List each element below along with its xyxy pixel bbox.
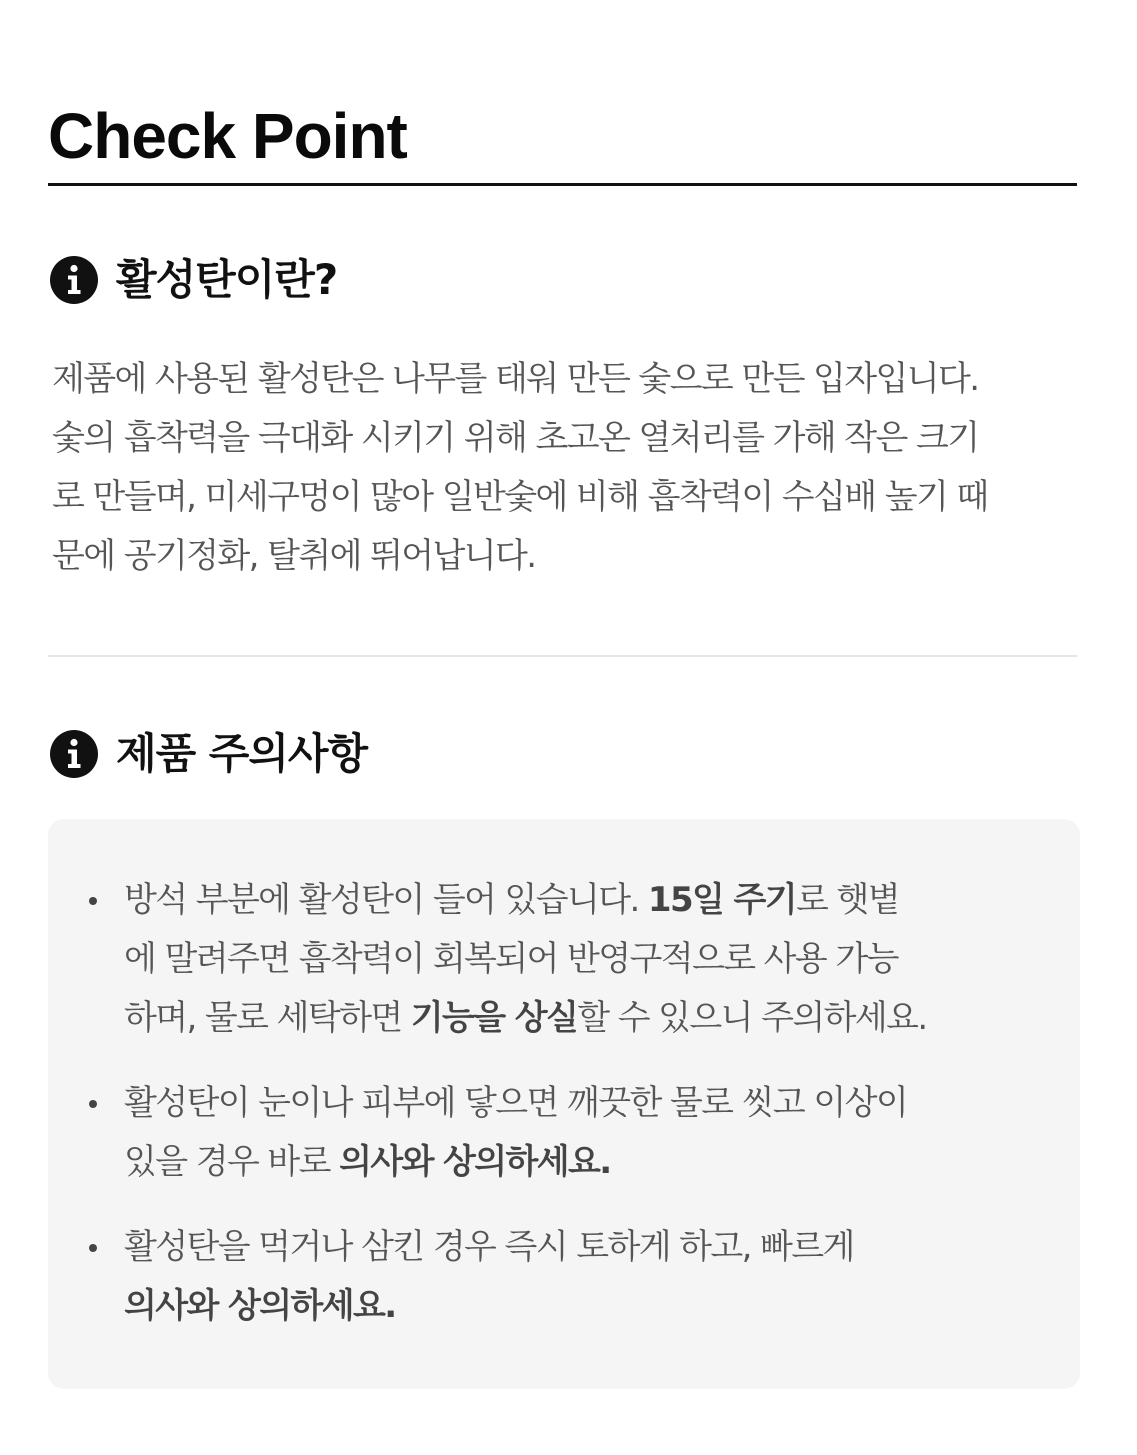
item-line (124, 1133, 1084, 1192)
item-emphasis: 의사와 상의하세요. (339, 1142, 611, 1182)
item-text: 방석 부분에 활성탄이 들어 있습니다. (124, 880, 648, 920)
info-icon (50, 256, 98, 304)
info-icon (50, 730, 98, 778)
section-divider (48, 655, 1077, 657)
item-emphasis: 15일 주기 (647, 880, 796, 920)
item-line: 활성탄을 먹거나 삼킨 경우 즉시 토하게 하고, 빠르게 (124, 1227, 854, 1267)
description-line: 로 만들며, 미세구멍이 많아 일반숯에 비해 흡착력이 수십배 높기 때 (52, 477, 988, 517)
bullet-icon (89, 1244, 97, 1252)
item-text: 하며, 물로 세탁하면 (124, 998, 411, 1038)
page-title: Check Point (48, 100, 407, 172)
description-line: 제품에 사용된 활성탄은 나무를 태워 만든 숯으로 만든 입자입니다. (52, 359, 979, 399)
activated-carbon-description (52, 350, 1082, 586)
section-title-cautions: 제품 주의사항 (116, 729, 368, 778)
cautions-box (48, 819, 1080, 1389)
list-item (124, 871, 1084, 1048)
item-line: 활성탄이 눈이나 피부에 닿으면 깨끗한 물로 씻고 이상이 (124, 1083, 908, 1123)
list-item (124, 1218, 1084, 1336)
item-text: 로 햇볕 (796, 880, 899, 920)
title-divider (48, 183, 1077, 186)
list-item (124, 1074, 1084, 1192)
section-heading-cautions (50, 724, 367, 784)
item-line (124, 989, 1084, 1048)
item-text: 할 수 있으니 주의하세요. (577, 998, 927, 1038)
description-line: 문에 공기정화, 탈취에 뛰어납니다. (52, 536, 536, 576)
item-line: 에 말려주면 흡착력이 회복되어 반영구적으로 사용 가능 (124, 939, 898, 979)
item-text: 있을 경우 바로 (124, 1142, 340, 1182)
description-line: 숯의 흡착력을 극대화 시키기 위해 초고온 열처리를 가해 작은 크기 (52, 418, 979, 458)
item-emphasis: 기능을 상실 (410, 998, 578, 1038)
bullet-icon (89, 1100, 97, 1108)
item-line (124, 1277, 1084, 1336)
item-line (124, 871, 1084, 930)
section-title-activated-carbon: 활성탄이란? (116, 255, 338, 304)
item-emphasis: 의사와 상의하세요. (124, 1286, 396, 1326)
bullet-icon (89, 897, 97, 905)
section-heading-activated-carbon (50, 250, 337, 310)
